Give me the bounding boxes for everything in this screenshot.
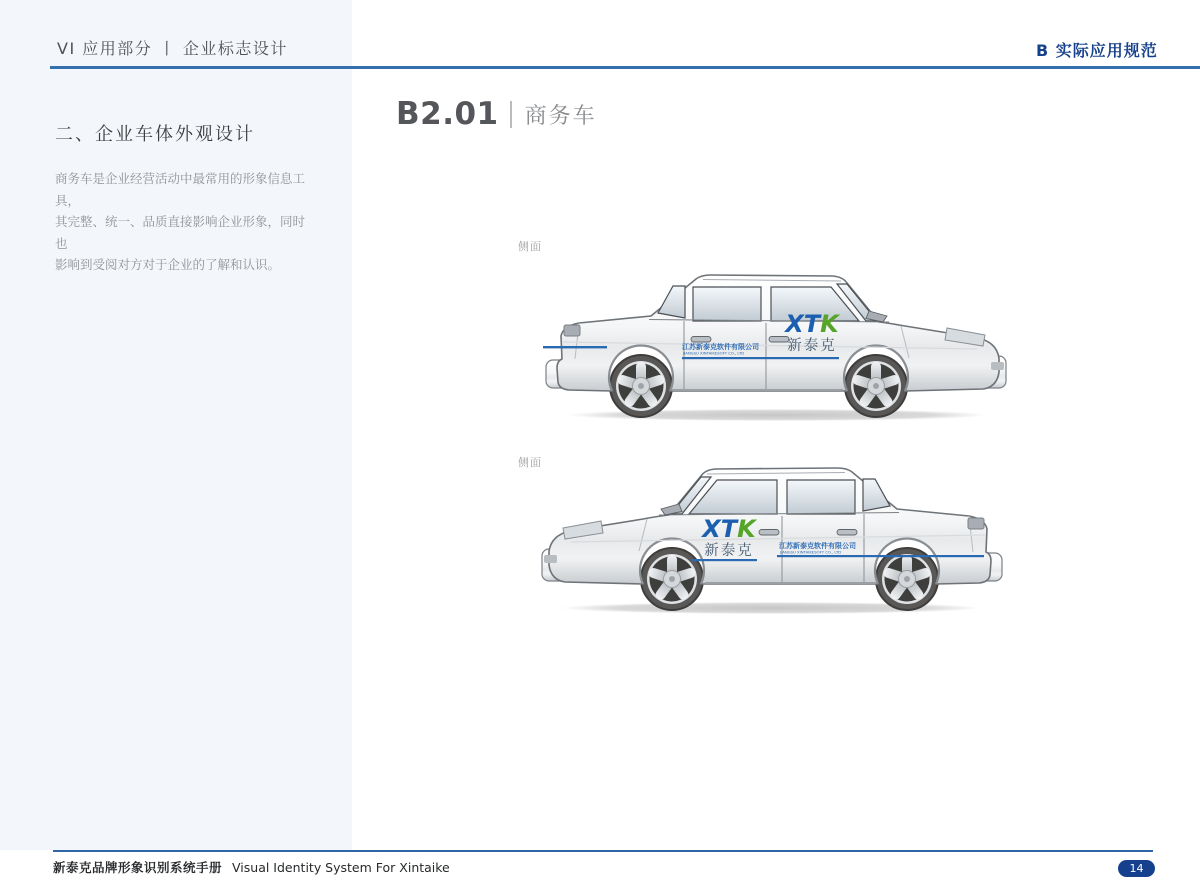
page-title xyxy=(396,96,597,132)
page-title-text: 商务车 xyxy=(524,103,597,129)
company-name-en: JIANGSU XINTAIKESOFT CO., LTD xyxy=(780,549,842,555)
company-name-cn: 江苏新泰克软件有限公司 xyxy=(682,343,759,351)
rear-body-stripe xyxy=(777,555,984,557)
logo-cn: 新泰克 xyxy=(787,338,837,354)
paragraph-line: 商务车是企业经营活动中最常用的形象信息工具， xyxy=(55,171,306,208)
page-number-badge: 14 xyxy=(1118,860,1155,877)
brand-underline-stripe xyxy=(682,357,839,359)
sedan-side-view-right xyxy=(537,262,1009,428)
rear-body-stripe xyxy=(543,346,607,348)
header-divider-line xyxy=(50,66,1200,69)
brand-underline-stripe xyxy=(691,559,757,561)
vehicle-logo xyxy=(783,310,841,354)
sidebar-paragraph xyxy=(55,168,315,276)
page-title-separator xyxy=(510,101,512,128)
footer-manual-title-en: Visual Identity System For Xintaike xyxy=(232,860,450,875)
paragraph-line: 影响到受阅对方对于企业的了解和认识。 xyxy=(55,257,281,272)
logo-xtk: XTK xyxy=(785,310,839,338)
sedan-side-view-left xyxy=(539,455,1011,621)
header-section-title: VI 应用部分 丨 企业标志设计 xyxy=(57,39,288,58)
sidebar-heading: 二、企业车体外观设计 xyxy=(55,124,255,145)
company-name-en: JIANGSU XINTAIKESOFT CO., LTD xyxy=(683,350,745,356)
logo-xtk: XTK xyxy=(702,515,756,543)
view-label-side-2: 侧面 xyxy=(518,456,542,469)
header-chapter-title: B 实际应用规范 xyxy=(1036,41,1158,60)
footer-manual-title-cn: 新泰克品牌形象识别系统手册 xyxy=(53,860,223,875)
company-name-cn: 江苏新泰克软件有限公司 xyxy=(779,542,856,550)
paragraph-line: 其完整、统一、品质直接影响企业形象，同时也 xyxy=(55,214,306,251)
footer-divider-line xyxy=(53,850,1153,852)
logo-cn: 新泰克 xyxy=(704,543,754,559)
page-title-code: B2.01 xyxy=(396,96,499,132)
view-label-side-1: 侧面 xyxy=(518,240,542,253)
footer-text xyxy=(53,858,450,876)
